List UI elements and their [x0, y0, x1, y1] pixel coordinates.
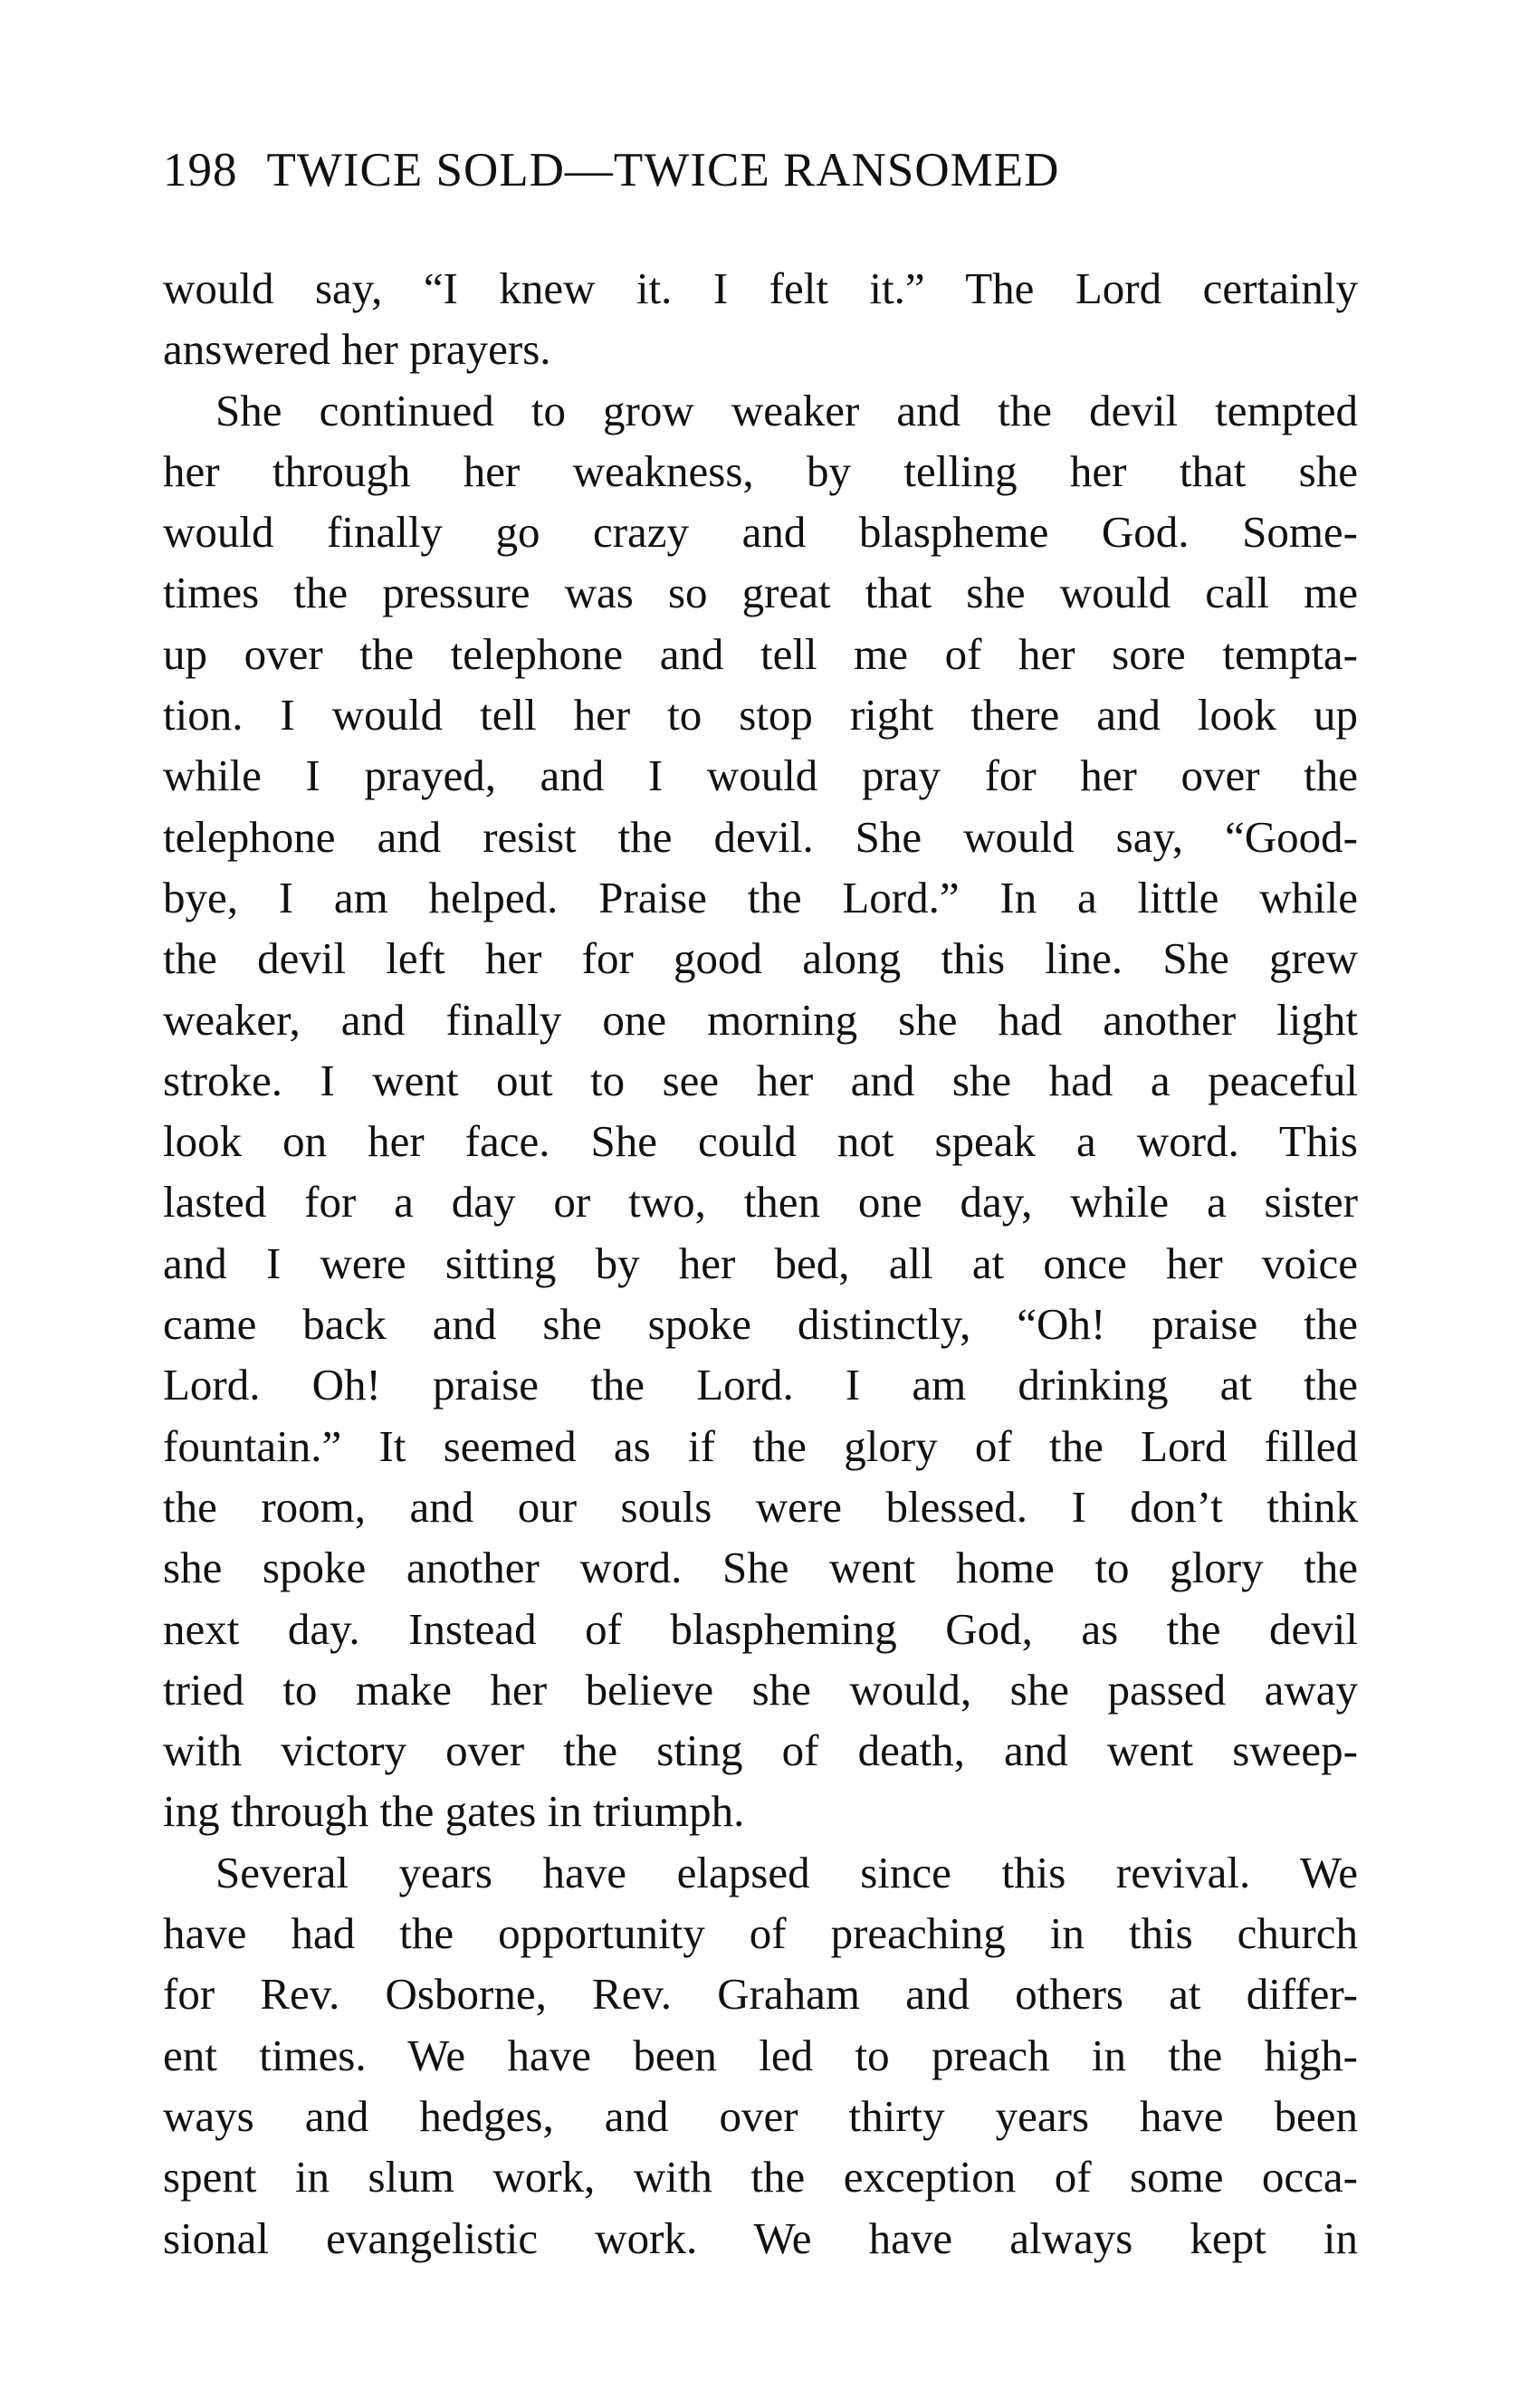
body-text — [163, 258, 1358, 2269]
running-title: TWICE SOLD—TWICE RANSOMED — [266, 144, 1060, 196]
paragraph-3 — [163, 1842, 1358, 2269]
paragraph-1 — [163, 258, 1358, 380]
text-line: ways and hedges, and over thirty years have been — [163, 2090, 1358, 2141]
text-line: ent times. We have been led to preach in the high- — [163, 2030, 1358, 2080]
text-line: sional evangelistic work. We have always kept in — [163, 2212, 1358, 2263]
text-line: the devil left her for good along this line. She grew — [163, 933, 1358, 984]
text-line: would say, “I knew it. I felt it.” The Lord certainly — [163, 263, 1358, 313]
text-line: she spoke another word. She went home to glory the — [163, 1543, 1358, 1593]
page-number: 198 — [163, 144, 238, 196]
text-line: bye, I am helped. Praise the Lord.” In a little while — [163, 872, 1358, 922]
text-line: tried to make her believe she would, she passed away — [163, 1664, 1358, 1715]
text-line: She continued to grow weaker and the devil tempted — [215, 385, 1358, 435]
text-line: Lord. Oh! praise the Lord. I am drinking at the — [163, 1360, 1358, 1410]
text-line: look on her face. She could not speak a word. This — [163, 1116, 1358, 1167]
text-line: up over the telephone and tell me of her sore tempta- — [163, 628, 1358, 679]
text-line: tion. I would tell her to stop right there and look up — [163, 690, 1358, 741]
text-line: would finally go crazy and blaspheme God. Some- — [163, 507, 1358, 558]
text-line: spent in slum work, with the exception of some occa- — [163, 2152, 1358, 2203]
text-line: telephone and resist the devil. She would say, “Good- — [163, 811, 1358, 862]
text-line: fountain.” It seemed as if the glory of the Lord filled — [163, 1420, 1358, 1471]
paragraph-2 — [163, 380, 1358, 1842]
text-line: next day. Instead of blaspheming God, as the devil — [163, 1603, 1358, 1654]
text-line: while I prayed, and I would pray for her over the — [163, 750, 1358, 801]
text-line: times the pressure was so great that she would call me — [163, 568, 1358, 618]
text-line: with victory over the sting of death, and went sweep- — [163, 1725, 1358, 1776]
text-line: her through her weakness, by telling her that she — [163, 445, 1358, 496]
text-line: lasted for a day or two, then one day, while a sister — [163, 1177, 1358, 1228]
text-line: the room, and our souls were blessed. I don’t think — [163, 1481, 1358, 1532]
text-line: answered her prayers. — [163, 324, 551, 375]
text-line: ing through the gates in triumph. — [163, 1786, 745, 1837]
text-line: Several years have elapsed since this revival. We — [215, 1847, 1358, 1897]
text-line: for Rev. Osborne, Rev. Graham and others at differ- — [163, 1969, 1358, 2020]
text-line: weaker, and finally one morning she had another light — [163, 994, 1358, 1045]
text-line: and I were sitting by her bed, all at once her voice — [163, 1237, 1358, 1288]
running-head — [163, 136, 1059, 205]
text-line: have had the opportunity of preaching in this church — [163, 1908, 1358, 1959]
text-line: came back and she spoke distinctly, “Oh! praise the — [163, 1299, 1358, 1350]
text-line: stroke. I went out to see her and she had a peaceful — [163, 1055, 1358, 1105]
